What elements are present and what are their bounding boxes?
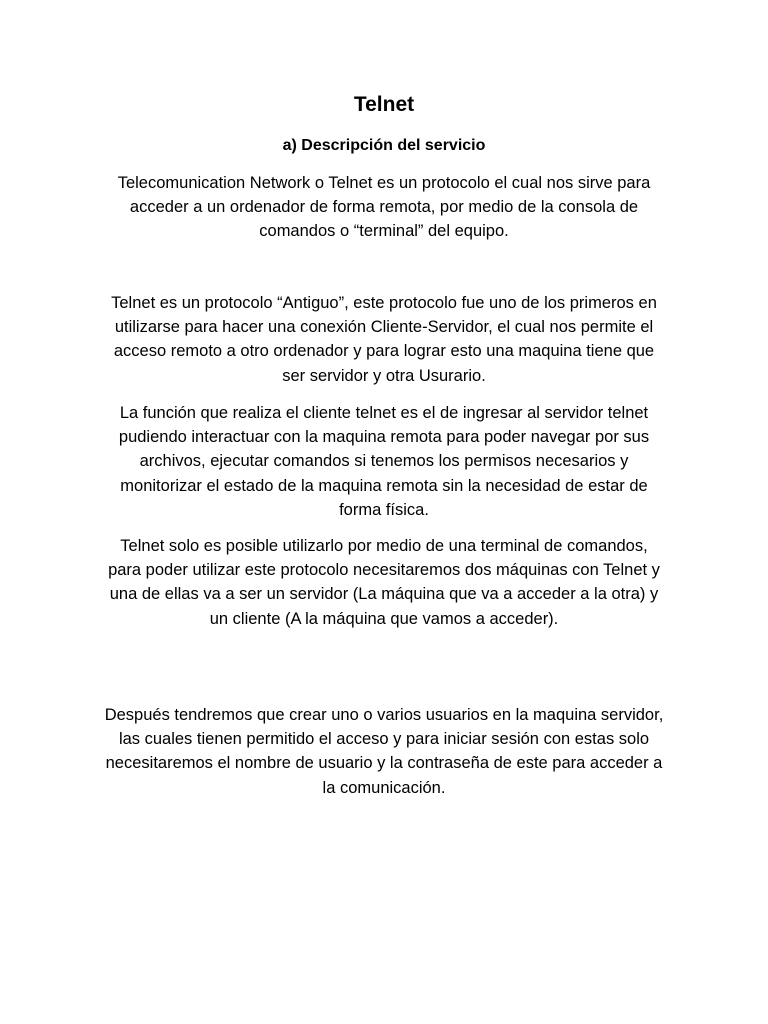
paragraph-5: Después tendremos que crear uno o varios usuarios en la maquina servidor, las cuales tienen permitido el acceso y para iniciar sesión con estas solo necesitaremos el nombre de usuario y la contraseña de este para acceder a la comunicación. — [104, 706, 664, 797]
section-heading: a) Descripción del servicio — [282, 137, 486, 154]
paragraph-2: Telnet es un protocolo “Antiguo”, este protocolo fue uno de los primeros en utilizarse para hacer una conexión Cliente-Servidor, el cual nos permite el acceso remoto a otro ordenador y para lograr esto una maquina tiene que ser servidor y otra Usurario. — [111, 294, 657, 385]
paragraph-4: Telnet solo es posible utilizarlo por medio de una terminal de comandos, para poder utilizar este protocolo necesitaremos dos máquinas con Telnet y una de ellas va a ser un servidor (La máquina que va a acceder a la otra) y un cliente (A la máquina que vamos a acceder). — [108, 537, 660, 628]
document-title: Telnet — [353, 93, 415, 116]
paragraph-3: La función que realiza el cliente telnet es el de ingresar al servidor telnet pudiendo interactuar con la maquina remota para poder navegar por sus archivos, ejecutar comandos si tenemos los permisos necesarios y monitorizar el estado de la maquina remota sin la necesidad de estar de forma física. — [118, 404, 650, 519]
paragraph-1: Telecomunication Network o Telnet es un protocolo el cual nos sirve para acceder a un ordenador de forma remota, por medio de la consola de comandos o “terminal” del equipo. — [117, 174, 651, 241]
